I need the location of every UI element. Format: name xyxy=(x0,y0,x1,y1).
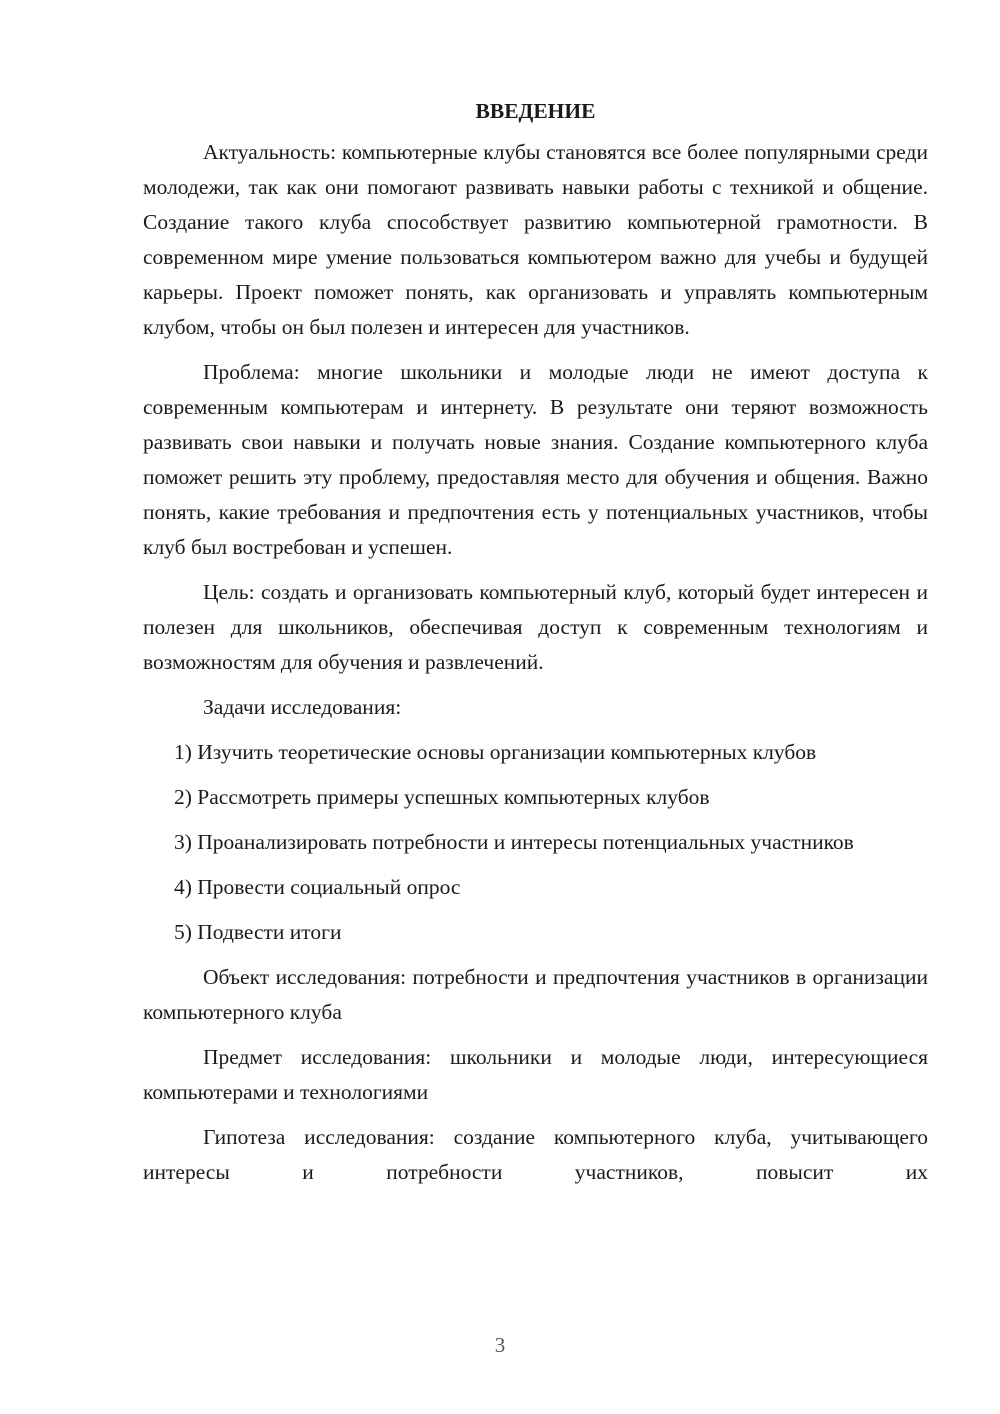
task-item-5: 5) Подвести итоги xyxy=(174,920,342,944)
paragraph-object: Объект исследования: потребности и предпочтения участников в организации компьютерного клуба xyxy=(143,965,928,1024)
tasks-heading: Задачи исследования: xyxy=(203,695,402,719)
paragraph-goal: Цель: создать и организовать компьютерный клуб, который будет интересен и полезен для школьников, обеспечивая доступ к современным технологиям и возможностям для обучения и развлечений. xyxy=(143,580,928,674)
paragraph-hypothesis: Гипотеза исследования: создание компьютерного клуба, учитывающего интересы и потребности участников, повысит их xyxy=(143,1125,928,1184)
paragraph-relevance: Актуальность: компьютерные клубы становятся все более популярными среди молодежи, так как они помогают развивать навыки работы с техникой и общение. Создание такого клуба способствует развитию компьютерной грамотности. В современном мире умение пользоваться компьютером важно для учебы и будущей карьеры. Проект поможет понять, как организовать и управлять компьютерным клубом, чтобы он был полезен и интересен для участников. xyxy=(143,140,928,339)
page-title: ВВЕДЕНИЕ xyxy=(475,99,596,123)
document-page xyxy=(143,93,928,1200)
paragraph-problem: Проблема: многие школьники и молодые люди не имеют доступа к современным компьютерам и интернету. В результате они теряют возможность развивать свои навыки и получать новые знания. Создание компьютерного клуба поможет решить эту проблему, предоставляя место для обучения и общения. Важно понять, какие требования и предпочтения есть у потенциальных участников, чтобы клуб был востребован и успешен. xyxy=(143,360,928,559)
paragraph-subject: Предмет исследования: школьники и молодые люди, интересующиеся компьютерами и технологиями xyxy=(143,1045,928,1104)
page-number: 3 xyxy=(494,1333,506,1357)
task-item-1: 1) Изучить теоретические основы организации компьютерных клубов xyxy=(174,740,817,764)
task-item-4: 4) Провести социальный опрос xyxy=(174,875,461,899)
task-item-2: 2) Рассмотреть примеры успешных компьютерных клубов xyxy=(174,785,710,809)
task-item-3: 3) Проанализировать потребности и интересы потенциальных участников xyxy=(174,830,854,854)
